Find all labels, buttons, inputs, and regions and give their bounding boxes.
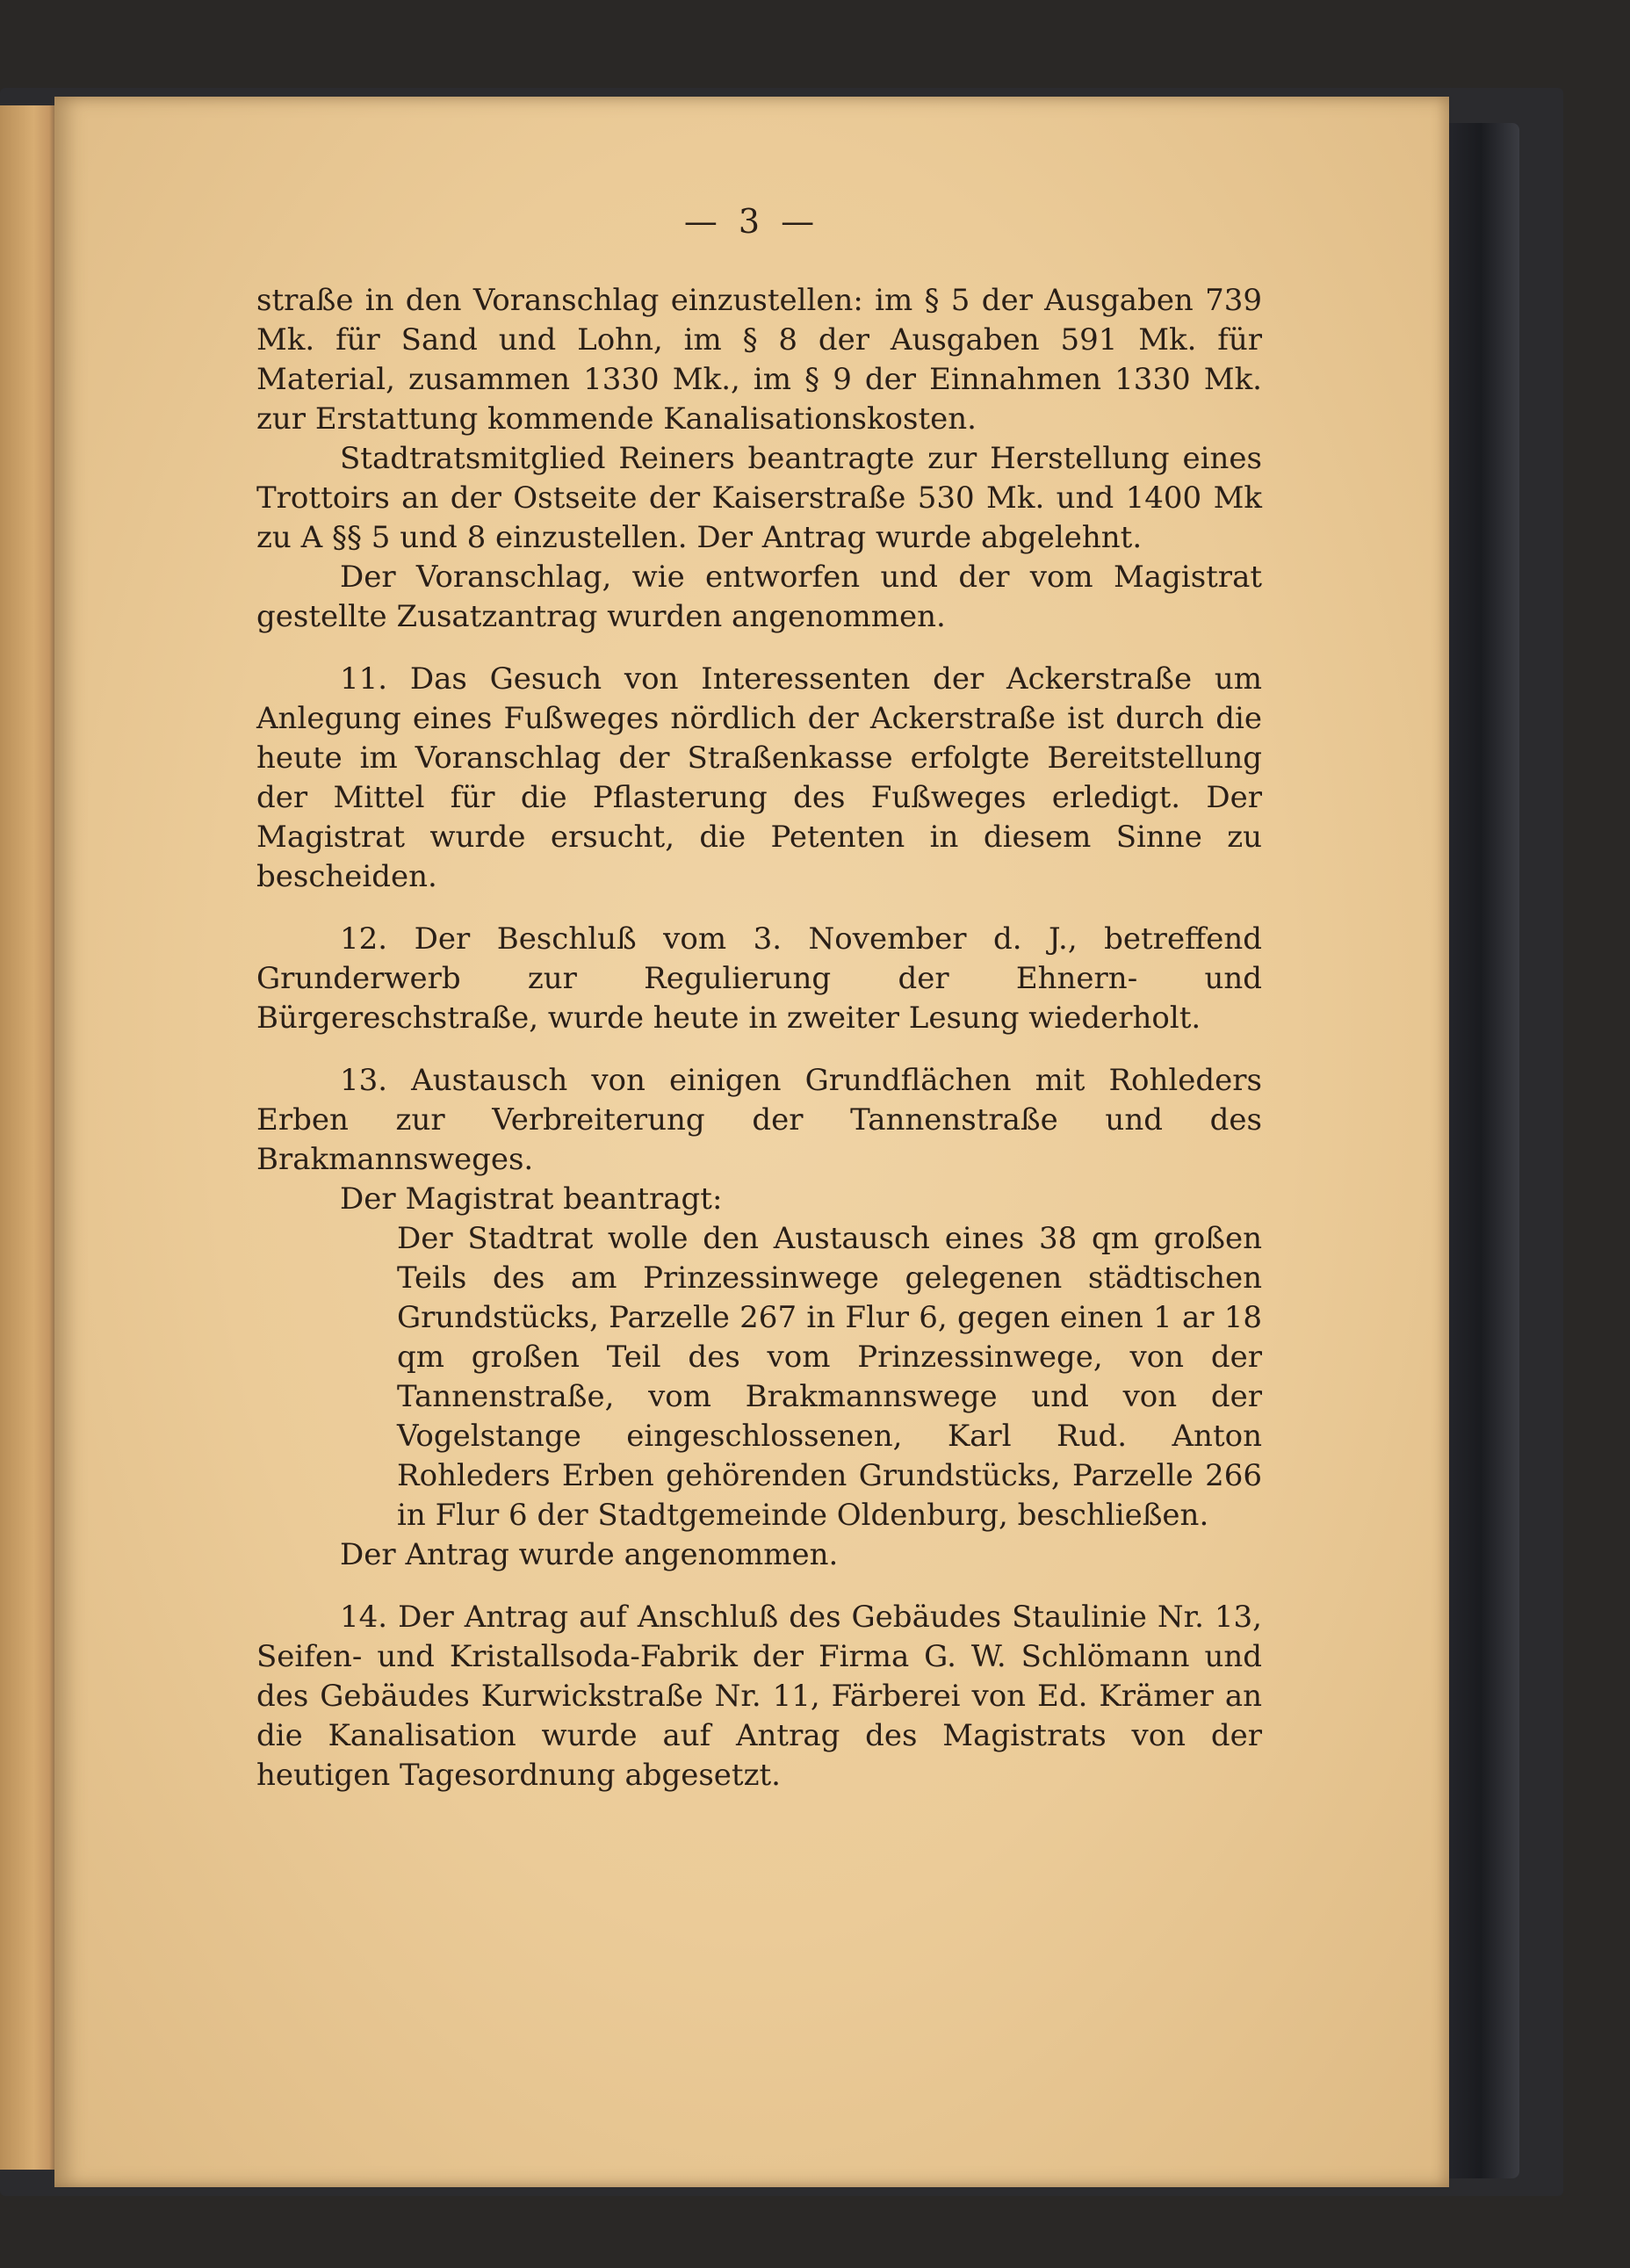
paragraph-3: Der Voranschlag, wie entworfen und der vom Magistrat gestellte Zusatzantrag wurden angenommen.: [256, 560, 1262, 634]
left-page-edge: [0, 105, 61, 2170]
paragraph-item-12: 12. Der Beschluß vom 3. November d. J., betreffend Grunderwerb zur Regulierung der Ehnern- und Bürgereschstraße, wurde heute in zweiter Lesung wiederholt.: [256, 921, 1262, 1036]
paragraph-item-13: 13. Austausch von einigen Grundflächen mit Rohleders Erben zur Verbreiterung der Tannenstraße und des Brakmannsweges.: [256, 1063, 1262, 1177]
paragraph-magistrat-beantragt: Der Magistrat beantragt:: [340, 1181, 723, 1217]
paragraph-2: Stadtratsmitglied Reiners beantragte zur Herstellung eines Trottoirs an der Ostseite der Kaiserstraße 530 Mk. und 1400 Mk zu A §§ 5 und 8 einzustellen. Der Antrag wurde abgelehnt.: [256, 441, 1262, 555]
motion-quote: Der Stadtrat wolle den Austausch eines 38 qm großen Teils des am Prinzessinwege gelegenen städtischen Grundstücks, Parzelle 267 in Flur 6, gegen einen 1 ar 18 qm großen Teil des vom Prinzessinwege, von der Tannenstraße, vom Brakmannswege und von der Vogelstange eingeschlossenen, Karl Rud. Anton Rohleders Erben gehörenden Grundstücks, Parzelle 266 in Flur 6 der Stadtgemeinde Oldenburg, beschließen.: [397, 1221, 1262, 1533]
paragraph-antrag-angenommen: Der Antrag wurde angenommen.: [340, 1537, 839, 1572]
paragraph-item-11: 11. Das Gesuch von Interessenten der Ackerstraße um Anlegung eines Fußweges nördlich der Ackerstraße ist durch die heute im Voranschlag der Straßenkasse erfolgte Bereitstellung der Mittel für die Pflasterung des Fußweges erledigt. Der Magistrat wurde ersucht, die Petenten in diesem Sinne zu bescheiden.: [256, 661, 1262, 894]
page-number: — 3 —: [683, 202, 820, 241]
paragraph-1: straße in den Voranschlag einzustellen: im § 5 der Ausgaben 739 Mk. für Sand und Lohn, im § 8 der Ausgaben 591 Mk. für Material, zusammen 1330 Mk., im § 9 der Einnahmen 1330 Mk. zur Erstattung kommende Kanalisationskosten.: [256, 283, 1262, 437]
page-text: [256, 281, 1262, 1795]
book-page: [54, 97, 1449, 2187]
paragraph-item-14: 14. Der Antrag auf Anschluß des Gebäudes Staulinie Nr. 13, Seifen- und Kristallsoda-Fabrik der Firma G. W. Schlömann und des Gebäudes Kurwickstraße Nr. 11, Färberei von Ed. Krämer an die Kanalisation wurde auf Antrag des Magistrats von der heutigen Tagesordnung abgesetzt.: [256, 1600, 1262, 1793]
